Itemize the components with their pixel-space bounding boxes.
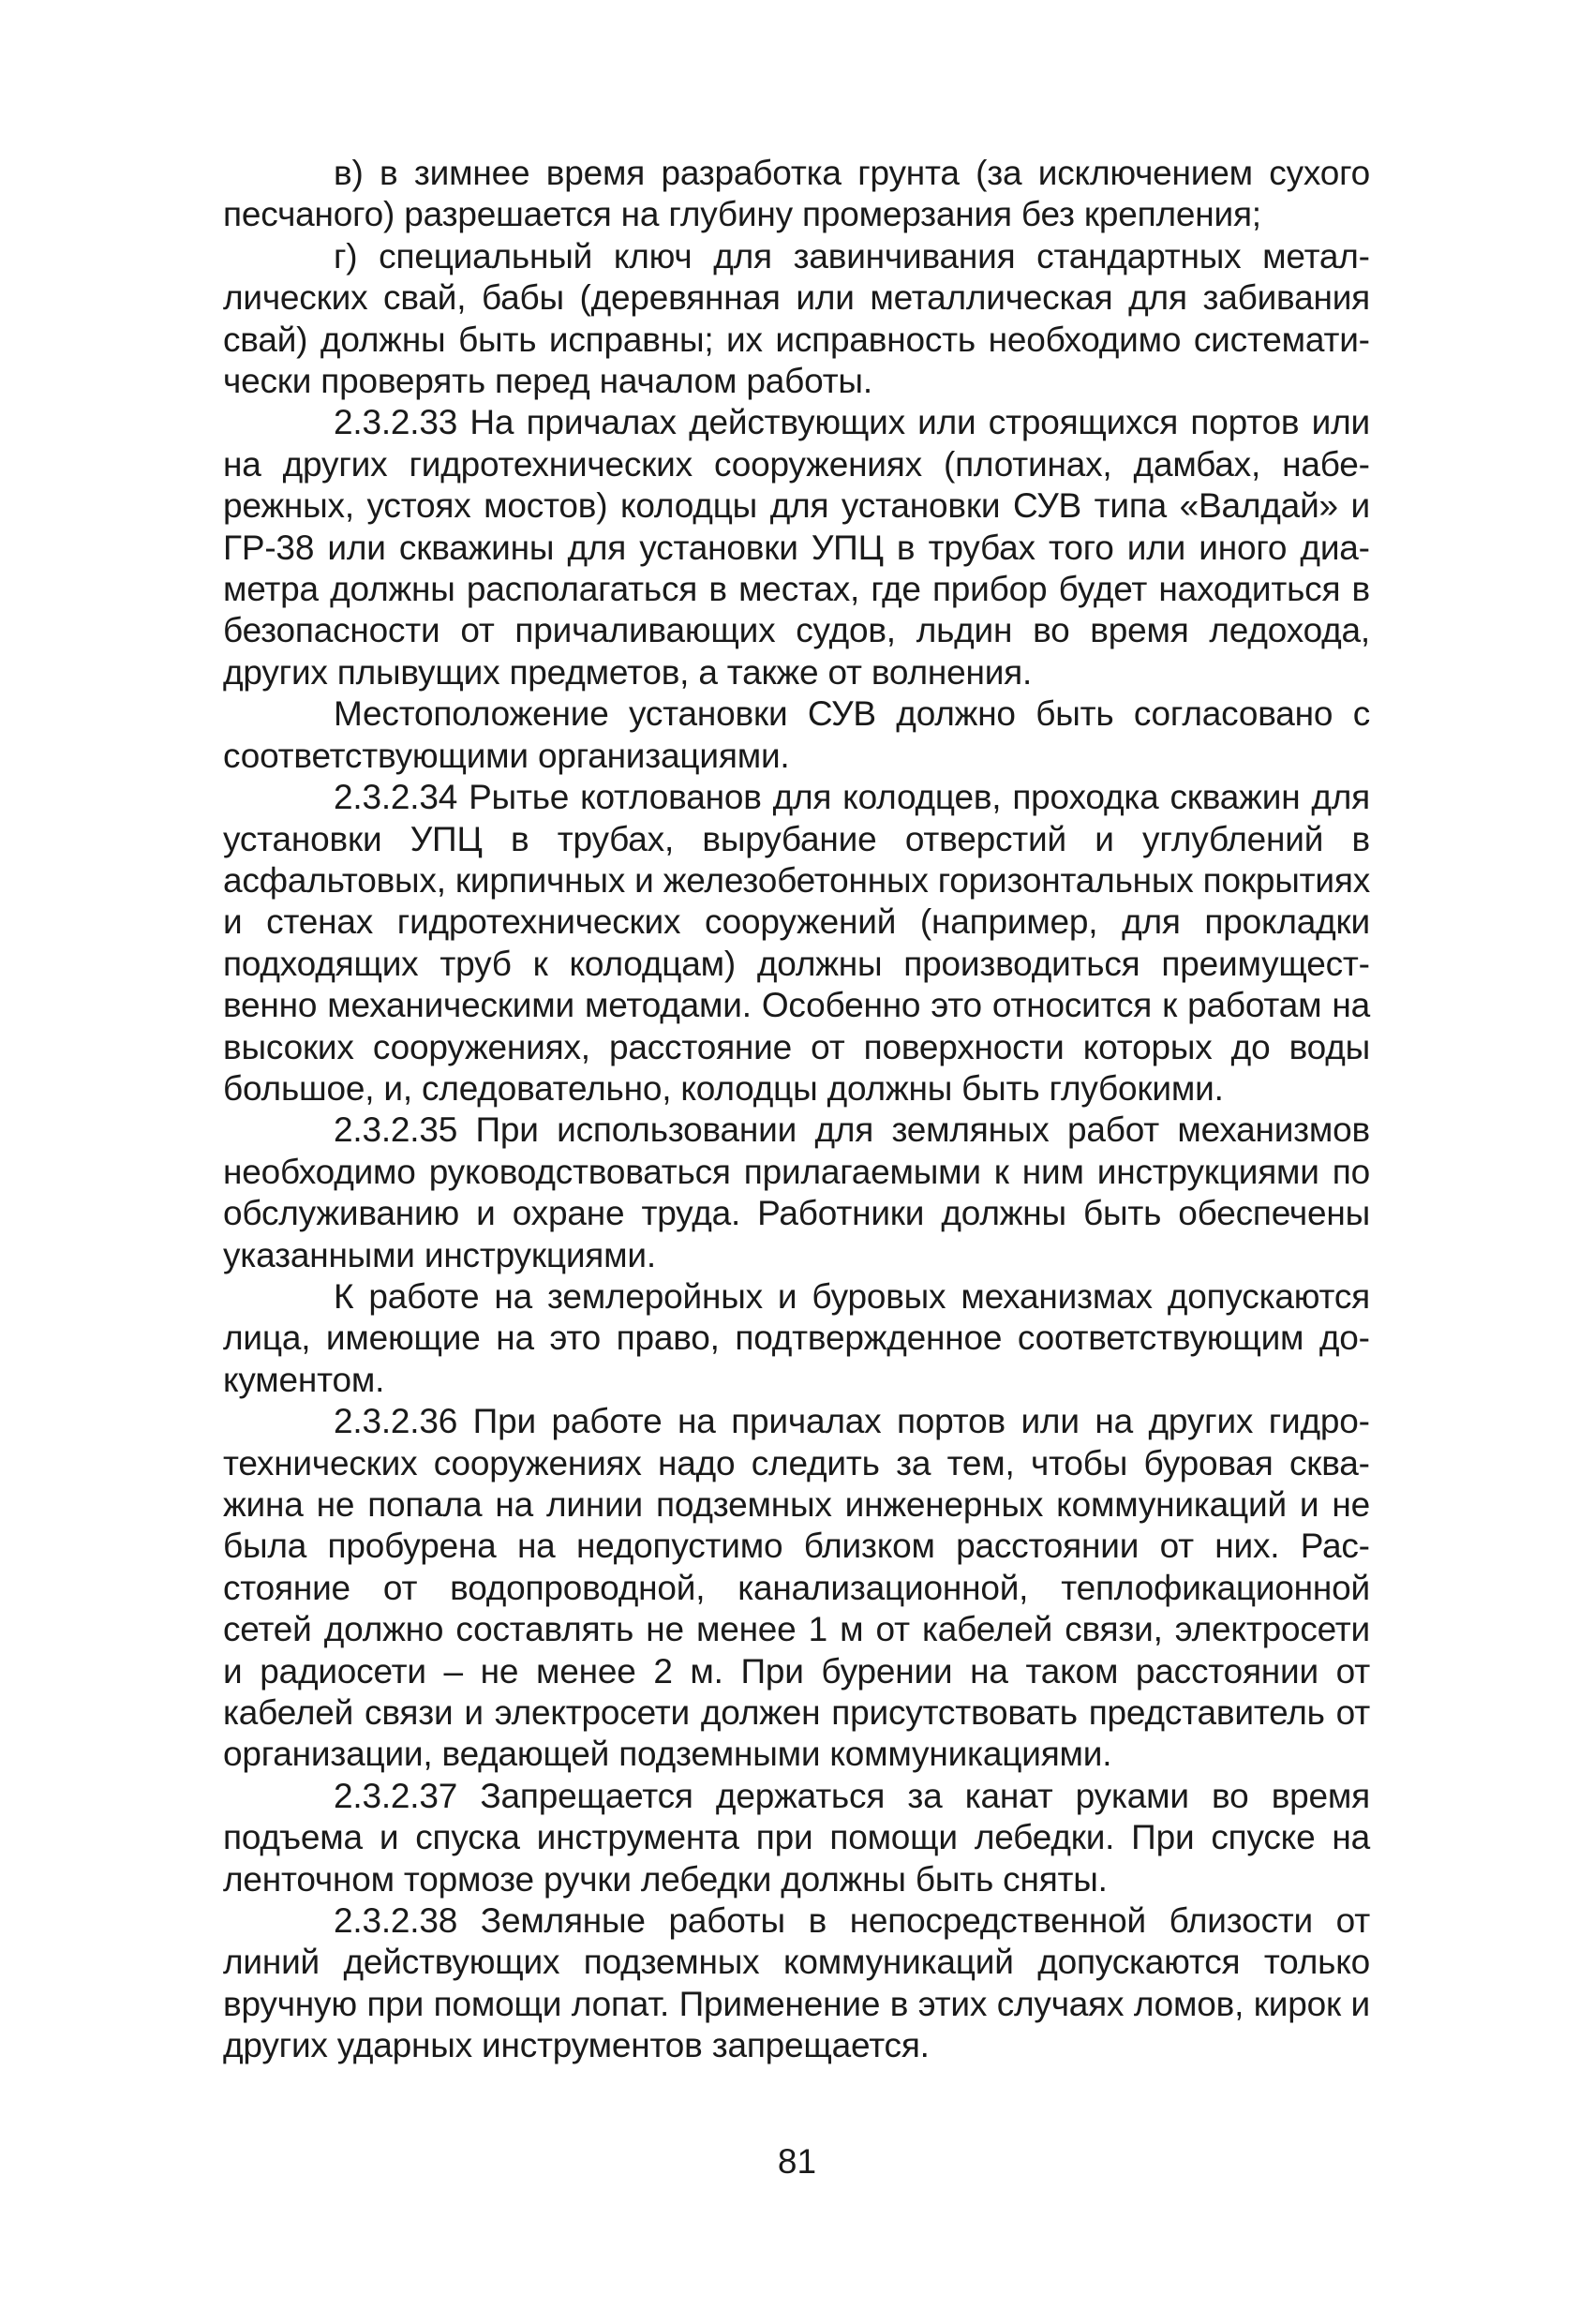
page-body [223, 153, 1370, 2067]
paragraph: в) в зимнее время разработка грунта (за исключением сухого песчаного) разрешается на глубину промерзания без крепления; [223, 154, 1370, 234]
paragraph: 2.3.2.33 На причалах действующих или строящихся портов или на других гидротехнических сооружениях (плотинах, дамбах, набережных, устоях мостов) колодцы для установки СУВ типа «Валдай» и ГР-38 или скважины для установки УПЦ в трубах того или иного диаметра должны располагаться в местах, где прибор будет находиться в безопасности от причаливающих судов, льдин во время ледохода, других плывущих предметов, а также от волнения. [223, 403, 1370, 692]
page-number: 81 [777, 2142, 817, 2181]
paragraph: г) специальный ключ для завинчивания стандартных металлических свай, бабы (деревянная или металлическая для забивания свай) должны быть исправны; их исправность необходимо систематически проверять перед началом работы. [223, 236, 1370, 401]
paragraph: 2.3.2.35 При использовании для земляных работ механизмов необходимо руководствоваться прилагаемыми к ним инструкциями по обслуживанию и охране труда. Работники должны быть обеспечены указанными инструкциями. [223, 1110, 1370, 1274]
paragraph: К работе на землеройных и буровых механизмах допускаются лица, имеющие на это право, подтвержденное соответствующим документом. [223, 1276, 1370, 1399]
paragraph: Местоположение установки СУВ должно быть согласовано с соответствующими организациями. [223, 694, 1370, 775]
paragraph: 2.3.2.34 Рытье котлованов для колодцев, проходка скважин для установки УПЦ в трубах, вырубание отверстий и углублений в асфальтовых, кирпичных и железобетонных горизонтальных покрытиях и стенах гидротехнических сооружений (например, для прокладки подходящих труб к колодцам) должны производиться преимущественно механическими методами. Особенно это относится к работам на высоких сооружениях, расстояние от поверхности которых до воды большое, и, следовательно, колодцы должны быть глубокими. [223, 778, 1370, 1108]
paragraph: 2.3.2.38 Земляные работы в непосредственной близости от линий действующих подземных коммуникаций допускаются только вручную при помощи лопат. Применение в этих случаях ломов, кирок и других ударных инструментов запрещается. [223, 1901, 1370, 2065]
paragraph: 2.3.2.36 При работе на причалах портов или на других гидротехнических сооружениях надо следить за тем, чтобы буровая скважина не попала на линии подземных инженерных коммуникаций и не была пробурена на недопустимо близком расстоянии от них. Расстояние от водопроводной, канализационной, теплофикационной сетей должно составлять не менее 1 м от кабелей связи, электросети и радиосети – не менее 2 м. При бурении на таком расстоянии от кабелей связи и электросети должен присутствовать представитель от организации, ведающей подземными коммуникациями. [223, 1402, 1370, 1774]
paragraph: 2.3.2.37 Запрещается держаться за канат руками во время подъема и спуска инструмента при помощи лебедки. При спуске на ленточном тормозе ручки лебедки должны быть сняты. [223, 1776, 1370, 1899]
